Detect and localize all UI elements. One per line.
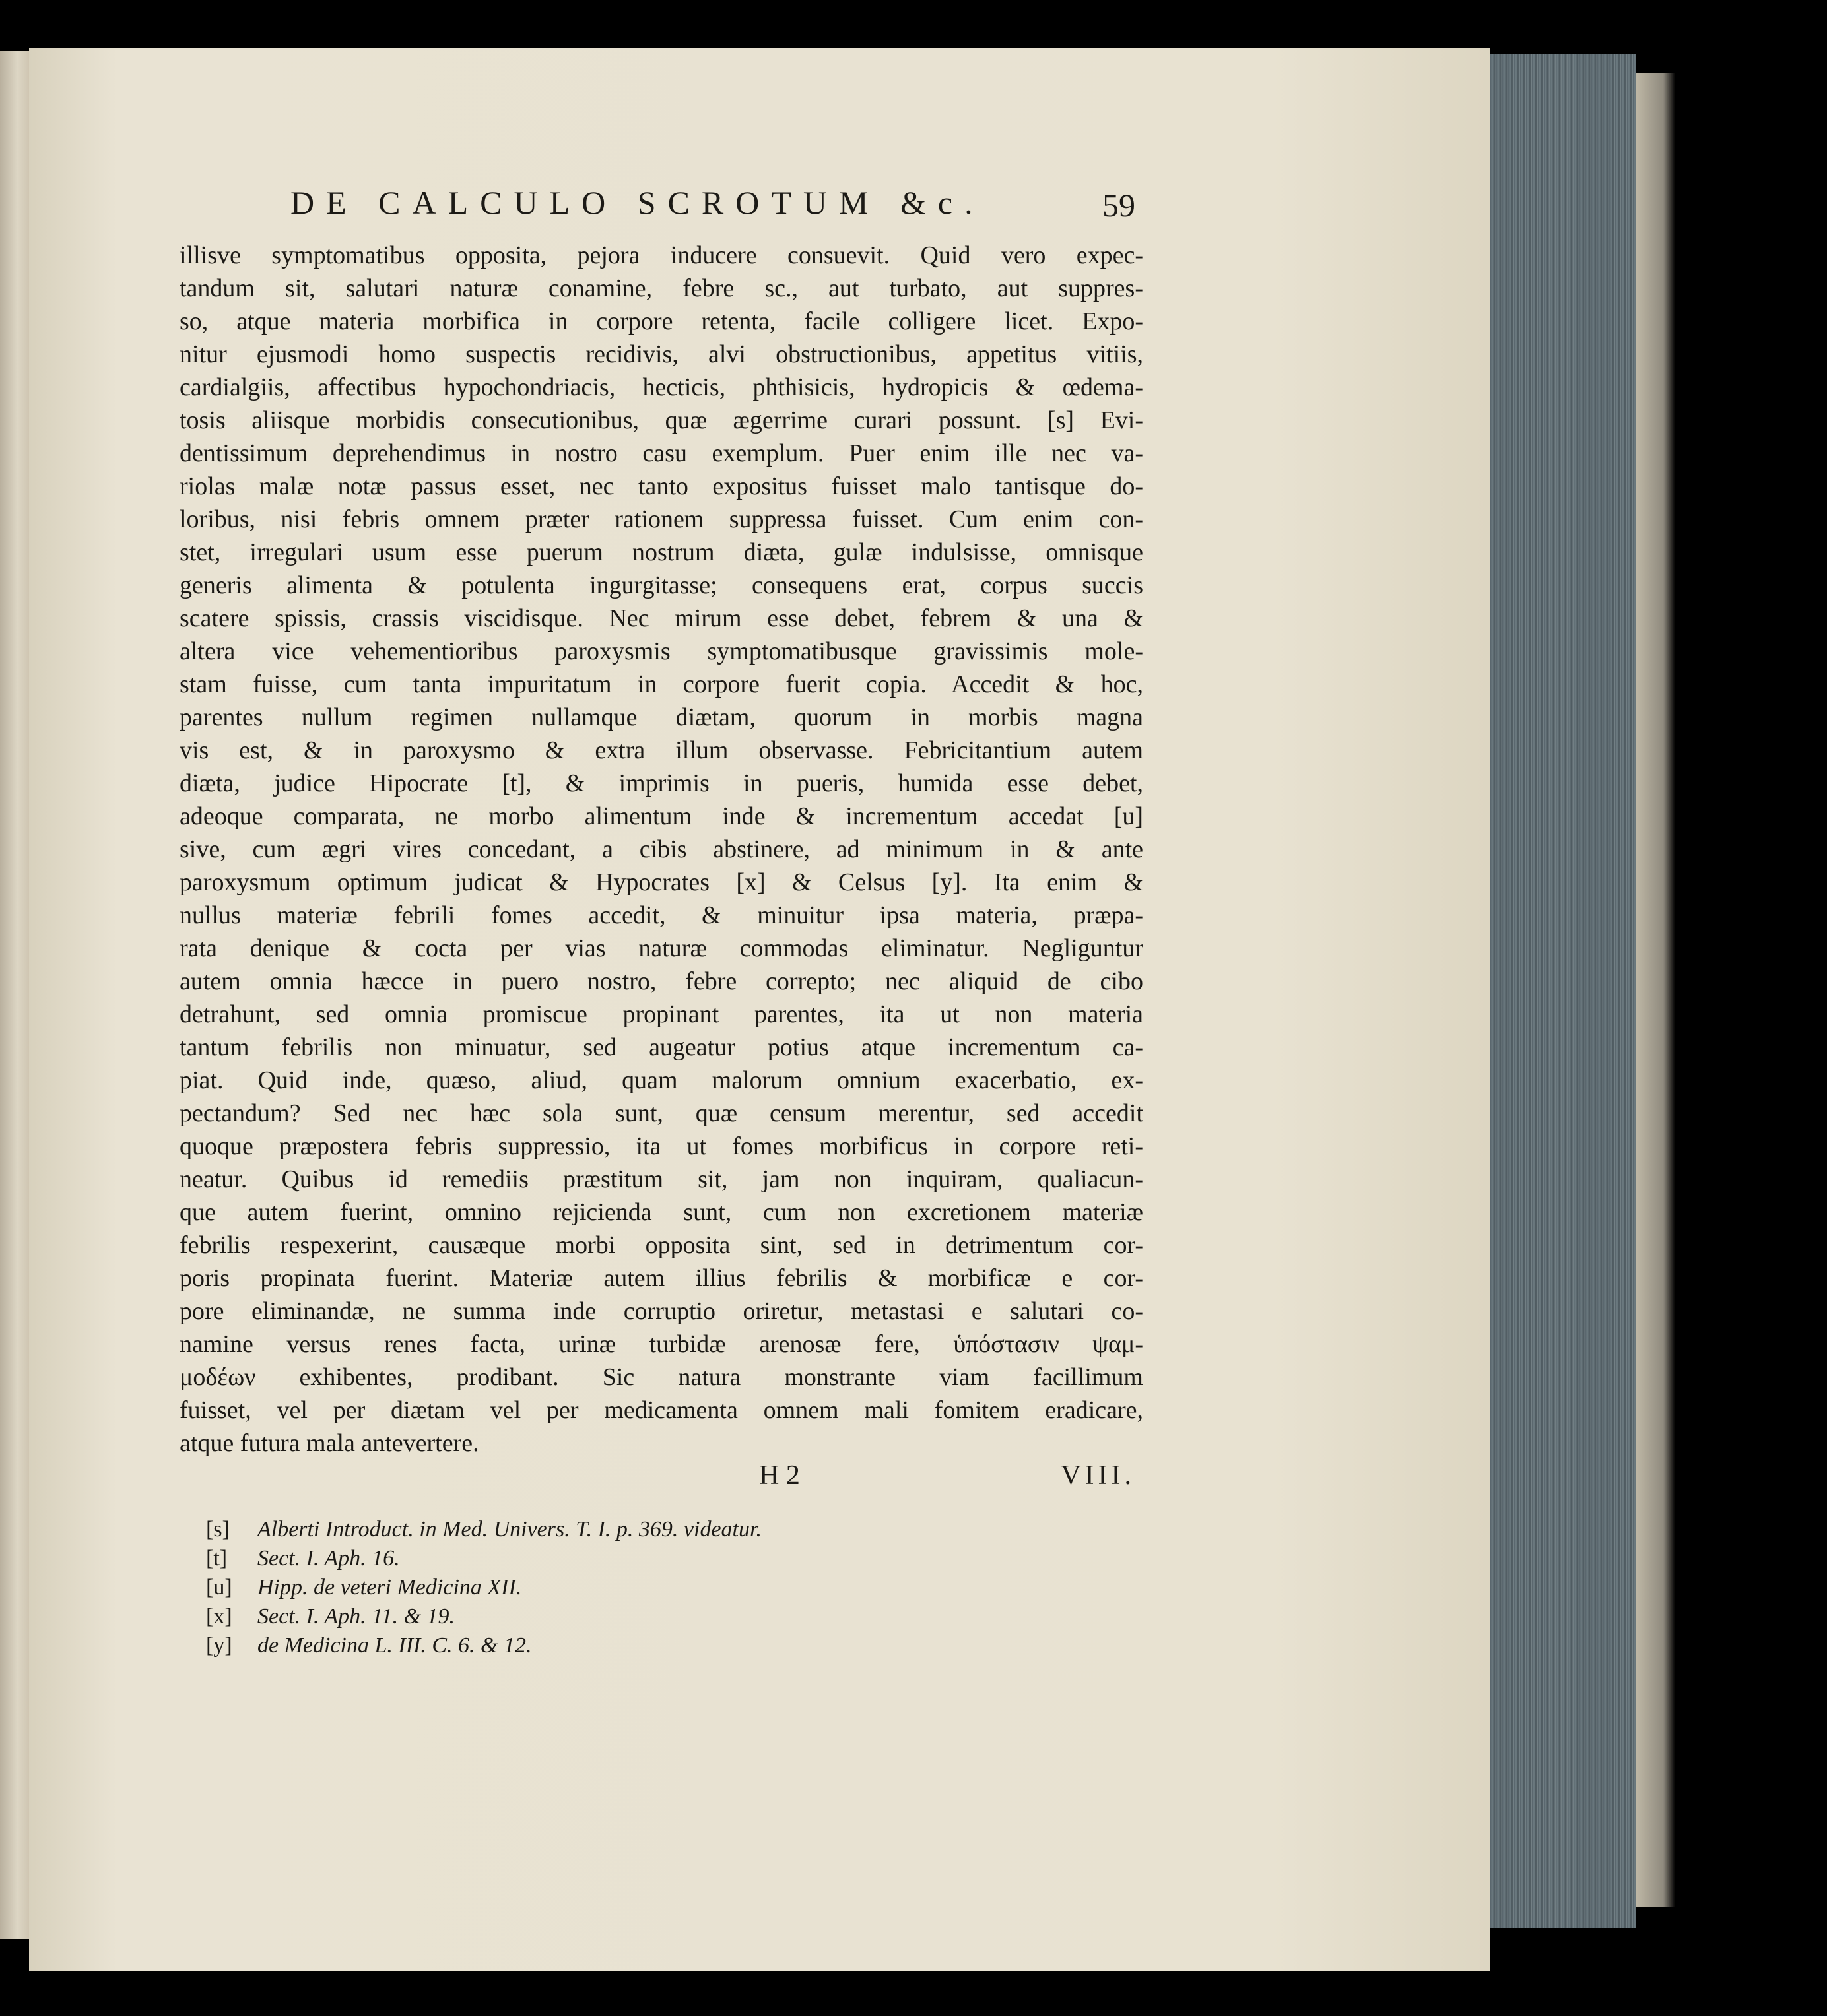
text-line: generis alimenta & potulenta ingurgitasse; consequens erat, corpus succis <box>180 571 1143 599</box>
text-line: stet, irregulari usum esse puerum nostrum diæta, gulæ indulsisse, omnisque <box>180 538 1143 566</box>
catchword: VIII. <box>1061 1460 1135 1491</box>
text-line: quoque præpostera febris suppressio, ita ut fomes morbificus in corpore reti- <box>180 1132 1143 1160</box>
footnote <box>206 1544 1064 1573</box>
text-line: paroxysmum optimum judicat & Hypocrates [x] & Celsus [y]. Ita enim & <box>180 868 1143 896</box>
text-line: dentissimum deprehendimus in nostro casu exemplum. Puer enim ille nec va- <box>180 439 1143 467</box>
text-line: tantum febrilis non minuatur, sed augeatur potius atque incrementum ca- <box>180 1033 1143 1061</box>
text-line: pore eliminandæ, ne summa inde corruptio oriretur, metastasi e salutari co- <box>180 1297 1143 1325</box>
text-line: sive, cum ægri vires concedant, a cibis abstinere, ad minimum in & ante <box>180 835 1143 863</box>
text-line: stam fuisse, cum tanta impuritatum in corpore fuerit copia. Accedit & hoc, <box>180 670 1143 698</box>
text-line: atque futura mala antevertere. <box>180 1429 479 1457</box>
text-line: scatere spissis, crassis viscidisque. Nec mirum esse debet, febrem & una & <box>180 604 1143 632</box>
text-line: illisve symptomatibus opposita, pejora inducere consuevit. Quid vero expec- <box>180 242 1143 269</box>
body-text <box>180 239 1143 1460</box>
text-line: altera vice vehementioribus paroxysmis symptomatibusque gravissimis mole- <box>180 637 1143 665</box>
text-line: μοδέων exhibentes, prodibant. Sic natura monstrante viam facillimum <box>180 1363 1143 1391</box>
text-line: detrahunt, sed omnia promiscue propinant parentes, ita ut non materia <box>180 1000 1143 1028</box>
footnote <box>206 1602 1064 1631</box>
text-line: fuisset, vel per diætam vel per medicamenta omnem mali fomitem eradicare, <box>180 1396 1143 1424</box>
text-line: tosis aliisque morbidis consecutionibus, quæ ægerrime curari possunt. [s] Evi- <box>180 406 1143 434</box>
footnote <box>206 1573 1064 1602</box>
page-header <box>290 183 1135 223</box>
text-line: nullus materiæ febrili fomes accedit, & minuitur ipsa materia, præpa- <box>180 901 1143 929</box>
text-line: poris propinata fuerint. Materiæ autem illius febrilis & morbificæ e cor- <box>180 1264 1143 1292</box>
text-line: que autem fuerint, omnino rejicienda sunt, cum non excretionem materiæ <box>180 1198 1143 1226</box>
footnote-text: Sect. I. Aph. 11. & 19. <box>257 1604 455 1629</box>
footnote-mark: [y] <box>206 1633 232 1658</box>
text-line: namine versus renes facta, urinæ turbidæ arenosæ fere, ὑπόστασιν ψαμ- <box>180 1330 1143 1358</box>
text-line: loribus, nisi febris omnem præter rationem suppressa fuisset. Cum enim con- <box>180 505 1143 533</box>
text-line: diæta, judice Hipocrate [t], & imprimis in pueris, humida esse debet, <box>180 769 1143 797</box>
text-line: vis est, & in paroxysmo & extra illum observasse. Febricitantium autem <box>180 736 1143 764</box>
text-line: febrilis respexerint, causæque morbi opposita sint, sed in detrimentum cor- <box>180 1231 1143 1259</box>
footnote <box>206 1631 1064 1660</box>
signature-mark: H 2 <box>759 1460 800 1491</box>
running-head: DE CALCULO SCROTUM &c. <box>290 184 985 221</box>
text-line: riolas malæ notæ passus esset, nec tanto expositus fuisset malo tantisque do- <box>180 472 1143 500</box>
footnote-mark: [t] <box>206 1546 228 1571</box>
footnote-text: Alberti Introduct. in Med. Univers. T. I. p. 369. videatur. <box>257 1517 762 1542</box>
footnote-text: Sect. I. Aph. 16. <box>257 1546 400 1571</box>
footnote-mark: [x] <box>206 1604 232 1629</box>
text-line: autem omnia hæcce in puero nostro, febre correpto; nec aliquid de cibo <box>180 967 1143 995</box>
text-line: parentes nullum regimen nullamque diætam, quorum in morbis magna <box>180 703 1143 731</box>
book-page-edges <box>1490 54 1636 1928</box>
page-number: 59 <box>1102 187 1135 224</box>
text-line: tandum sit, salutari naturæ conamine, febre sc., aut turbato, aut suppres- <box>180 275 1143 302</box>
footnote-text: Hipp. de veteri Medicina XII. <box>257 1575 522 1600</box>
previous-page-edge <box>0 51 29 1939</box>
text-line: so, atque materia morbifica in corpore retenta, facile colligere licet. Expo- <box>180 308 1143 335</box>
footnote-mark: [s] <box>206 1517 230 1542</box>
text-line: adeoque comparata, ne morbo alimentum inde & incrementum accedat [u] <box>180 802 1143 830</box>
footnote <box>206 1515 1064 1544</box>
footnote-text: de Medicina L. III. C. 6. & 12. <box>257 1633 532 1658</box>
text-line: neatur. Quibus id remediis præstitum sit, jam non inquiram, qualiacun- <box>180 1165 1143 1193</box>
book-cover-edge <box>1636 73 1675 1907</box>
text-line: pectandum? Sed nec hæc sola sunt, quæ censum merentur, sed accedit <box>180 1099 1143 1127</box>
text-line: piat. Quid inde, quæso, aliud, quam malorum omnium exacerbatio, ex- <box>180 1066 1143 1094</box>
footnotes <box>206 1515 1064 1660</box>
footnote-mark: [u] <box>206 1575 232 1600</box>
text-line: nitur ejusmodi homo suspectis recidivis, alvi obstructionibus, appetitus vitiis, <box>180 341 1143 368</box>
text-line: rata denique & cocta per vias naturæ commodas eliminatur. Negliguntur <box>180 934 1143 962</box>
text-line: cardialgiis, affectibus hypochondriacis, hecticis, phthisicis, hydropicis & œdema- <box>180 374 1143 401</box>
signature-row <box>759 1460 1135 1499</box>
